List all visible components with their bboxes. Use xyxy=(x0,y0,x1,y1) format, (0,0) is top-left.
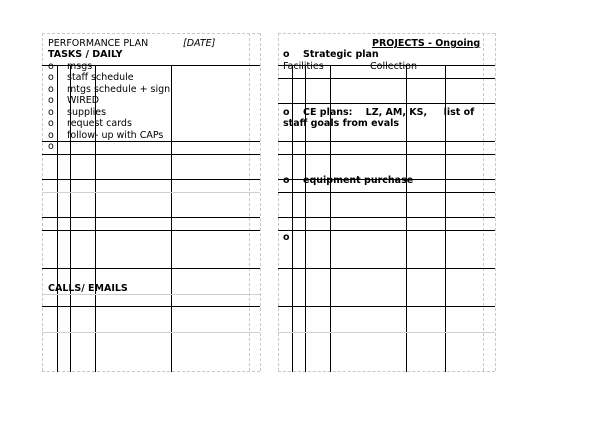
right-row-line xyxy=(278,141,495,142)
project-bullet-empty: o xyxy=(283,232,290,243)
right-row-line xyxy=(278,78,495,79)
task-item: follow- up with CAPs xyxy=(67,130,164,141)
right-row-line xyxy=(278,217,495,218)
left-panel-top-guide xyxy=(42,33,260,34)
tasks-daily-heading: TASKS / DAILY xyxy=(48,49,123,60)
task-bullet: o xyxy=(48,130,54,141)
right-row-line xyxy=(278,306,495,307)
task-bullet: o xyxy=(48,107,54,118)
task-bullet: o xyxy=(48,141,54,152)
left-row-line xyxy=(42,217,260,218)
left-panel-edge-guide xyxy=(260,33,261,371)
task-bullet: o xyxy=(48,118,54,129)
left-row-line xyxy=(42,230,260,231)
left-row-line xyxy=(42,154,260,155)
task-item: mtgs schedule + sign xyxy=(67,84,171,95)
left-row-line xyxy=(42,141,260,142)
task-item: staff schedule xyxy=(67,72,134,83)
staff-goals-label: staff goals from evals xyxy=(283,118,400,129)
project-bullet: o xyxy=(283,107,290,118)
ce-plans-label: CE plans: LZ, AM, KS, list of xyxy=(303,107,475,118)
left-panel-bottom-guide xyxy=(42,371,260,372)
task-item: request cards xyxy=(67,118,132,129)
right-panel-top-guide xyxy=(278,33,495,34)
right-panel-inner-guide xyxy=(483,33,484,371)
left-row-line-light xyxy=(42,332,260,333)
project-bullet: o xyxy=(283,175,290,186)
task-item: WIRED xyxy=(67,95,100,106)
right-row-line xyxy=(278,103,495,104)
right-row-line xyxy=(278,230,495,231)
left-row-line xyxy=(42,306,260,307)
right-row-line xyxy=(278,154,495,155)
projects-ongoing-heading: PROJECTS - Ongoing xyxy=(372,38,481,49)
equipment-purchase-label: equipment purchase xyxy=(303,175,414,186)
task-bullet: o xyxy=(48,61,54,72)
left-row-line-light xyxy=(42,192,260,193)
project-bullet: o xyxy=(283,49,290,60)
collection-label: Collection xyxy=(370,61,417,72)
task-item: msgs xyxy=(67,61,93,72)
left-row-line-light xyxy=(42,294,260,295)
right-panel-bottom-guide xyxy=(278,371,495,372)
left-col-line-1 xyxy=(57,66,58,372)
left-row-line xyxy=(42,179,260,180)
right-panel-right-guide xyxy=(495,33,496,371)
left-col-line-4 xyxy=(171,66,172,372)
right-col-line-1 xyxy=(292,66,293,372)
strategic-plan-label: Strategic plan xyxy=(303,49,379,60)
left-panel-right-guide xyxy=(249,33,250,371)
date-placeholder: [DATE] xyxy=(183,38,216,49)
task-bullet: o xyxy=(48,72,54,83)
left-row-line xyxy=(42,268,260,269)
right-row-line xyxy=(278,192,495,193)
right-row-line-light xyxy=(278,332,495,333)
performance-plan-title: PERFORMANCE PLAN xyxy=(48,38,149,49)
calls-emails-heading: CALLS/ EMAILS xyxy=(48,283,128,294)
left-panel-left-guide xyxy=(42,33,43,371)
task-bullet: o xyxy=(48,84,54,95)
task-item: supplies xyxy=(67,107,107,118)
task-bullet: o xyxy=(48,95,54,106)
right-row-line xyxy=(278,268,495,269)
facilities-label: Facilities xyxy=(283,61,324,72)
right-panel-left-guide xyxy=(278,33,279,371)
